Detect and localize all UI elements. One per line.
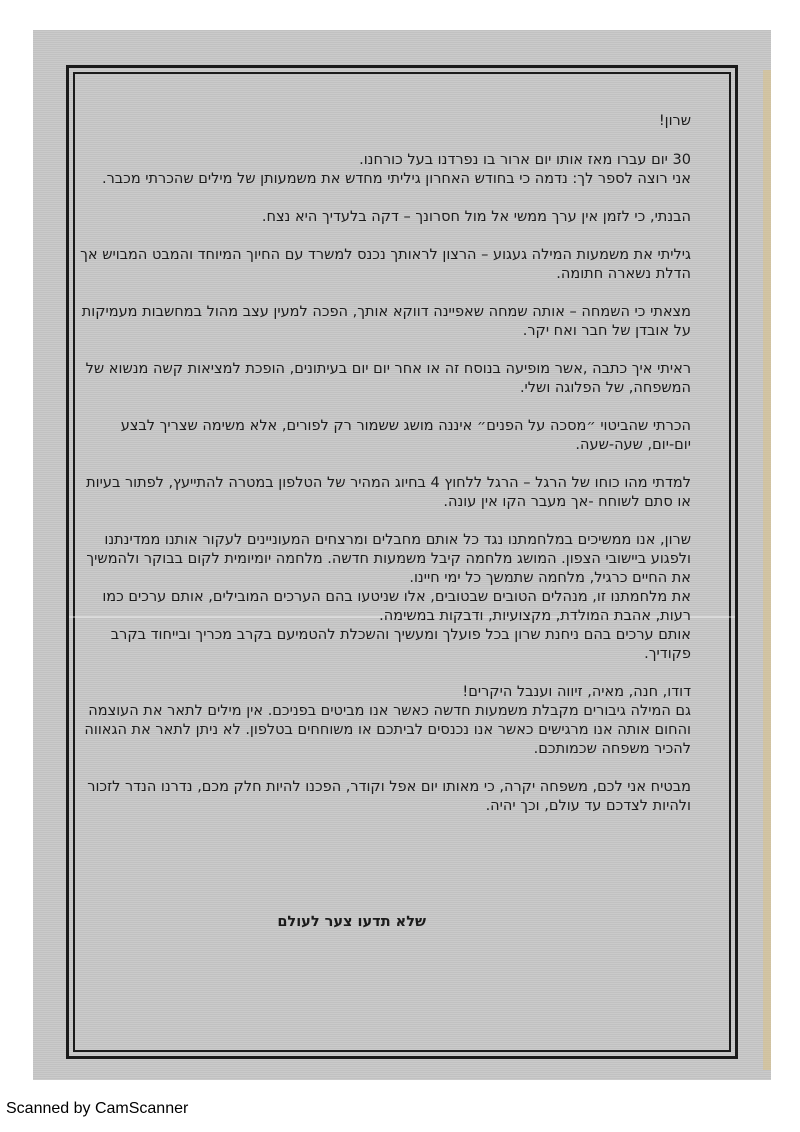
letter-paragraph-3: גיליתי את משמעות המילה געגוע – הרצון לראותך נכנס למשרד עם החיוך המיוחד והמבט המבויש אך הדלת נשארה חתומה. xyxy=(80,247,691,282)
letter-signoff: שלא תדעו צער לעולם xyxy=(277,914,426,930)
letter-paragraph-8: שרון, אנו ממשיכים במלחמתנו נגד כל אותם מחבלים ומרצחים המעוניינים לעקור אותנו ממדינתנו ולפגוע ביישובי הצפון. המושג מלחמה קיבל משמעות חדשה. מלחמה יומיומית לקום בבוקר ולהמשיך את החיים כרגיל, מלחמה שתמשך כל ימי חיינו. את מלחמתנו זו, מנהלים הטובים שבטובים, אלו שניטעו בהם הערכים המובילים, אותם ערכים כמו רעות, אהבת המולדת, מקצועיות, ודבקות במשימה. אותם ערכים בהם ניחנת שרון בכל פועלך ומעשיך והשכלת להטמיעם בקרב מכריך ובייחוד בקרב פקודיך. xyxy=(86,532,691,662)
letter-paragraph-7: למדתי מהו כוחו של הרגל – הרגל ללחוץ 4 בחיוג המהיר של הטלפון במטרה להתייעץ, לפתור בעיות או סתם לשוחח -אך מעבר הקו אין עונה. xyxy=(86,475,691,510)
letter-paragraph-2: הבנתי, כי לזמן אין ערך ממשי אל מול חסרונך – דקה בלעדיך היא נצח. xyxy=(261,209,691,225)
letter-paragraph-10: מבטיח אני לכם, משפחה יקרה, כי מאותו יום אפל וקודר, הפכנו להיות חלק מכם, נדרנו הנדר לזכור ולהיות לצדכם עד עולם, וכך יהיה. xyxy=(87,779,691,814)
letter-paragraph-6: הכרתי שהביטוי ״מסכה על הפנים״ איננה מושג ששמור רק לפורים, אלא משימה שצריך לבצע יום-יום, שעה-שעה. xyxy=(120,418,691,453)
letter-greeting: שרון! xyxy=(658,113,691,129)
letter-paragraph-9: דודו, חנה, מאיה, זיווה וענבל היקרים! גם המילה גיבורים מקבלת משמעות חדשה כאשר אנו מביטים בפניכם. אין מילים לתאר את העוצמה והחום אותה אנו מרגישים כאשר אנו נכנסים לביתכם או משוחחים בטלפון. לא ניתן לתאר את הגאווה להכיר משפחה שכמותכם. xyxy=(84,684,691,757)
letter-paragraph-1: 30 יום עברו מאז אותו יום ארור בו נפרדנו בעל כורחנו. אני רוצה לספר לך: נדמה כי בחודש האחרון גיליתי מחדש את משמעותן של מילים שהכרתי מכבר. xyxy=(101,152,691,187)
paper-edge xyxy=(763,70,771,1070)
letter-paragraph-5: ראיתי איך כתבה ,אשר מופיעה בנוסח זה או אחר יום יום בעיתונים, הופכת למציאות קשה מנשוא של המשפחה, של הפלוגה ושלי. xyxy=(85,361,691,396)
letter-body xyxy=(75,112,691,835)
letter-paragraph-4: מצאתי כי השמחה – אותה שמחה שאפיינה דווקא אותך, הפכה למעין עצב מהול במחשבות מעמיקות על אובדן של חבר ואח יקר. xyxy=(81,304,691,339)
camscanner-footer: Scanned by CamScanner xyxy=(6,1100,189,1117)
